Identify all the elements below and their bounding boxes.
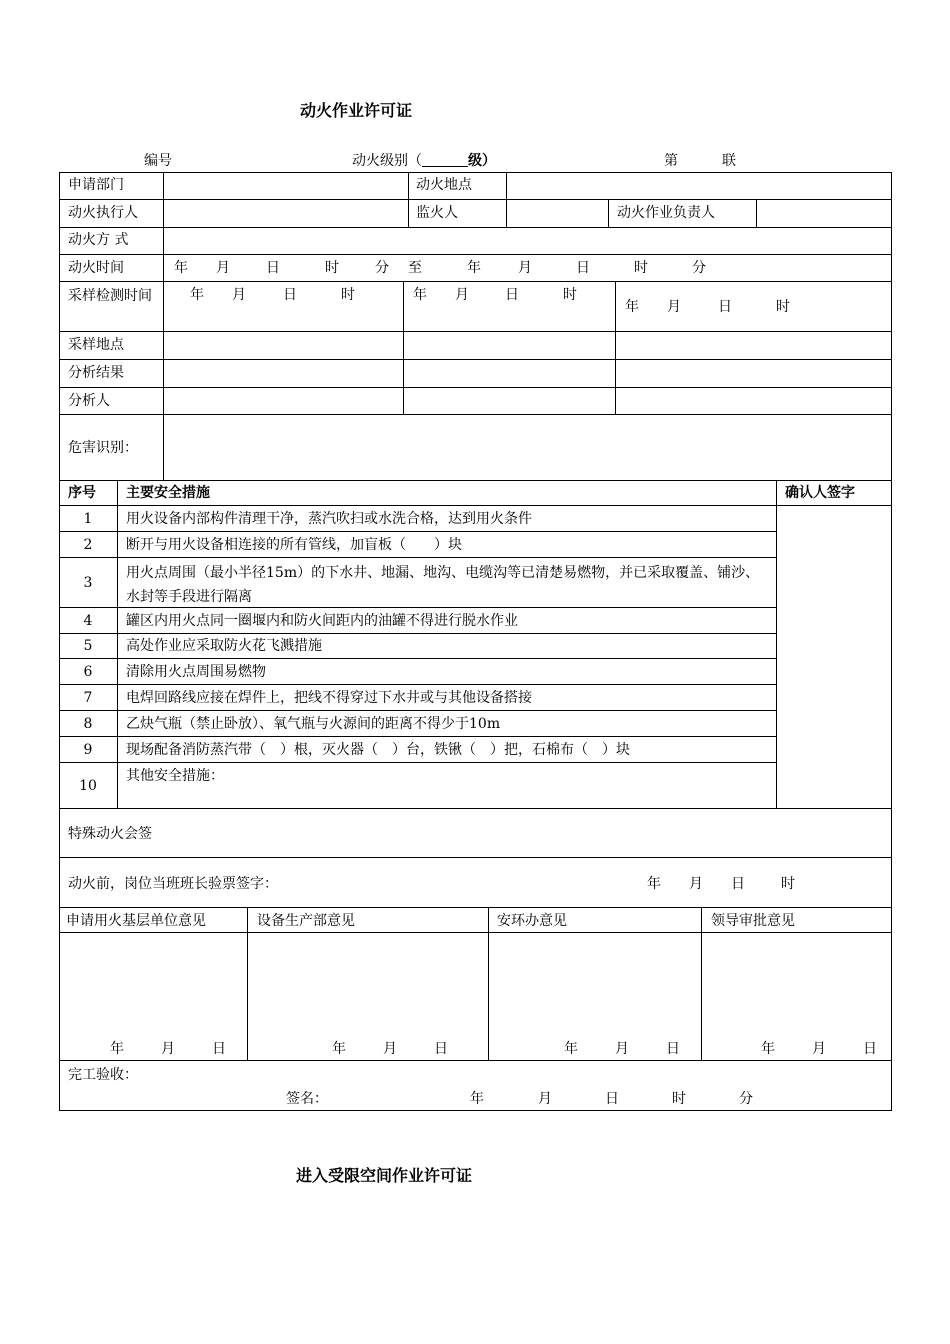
completion-minute: 分 (739, 1091, 753, 1107)
completion-hour: 时 (672, 1091, 686, 1107)
measure-no: 1 (83, 511, 93, 527)
pre-fire-hour: 时 (781, 876, 795, 892)
sample-time-label: 采样检测时间 (68, 288, 152, 304)
sample-month-3: 月 (667, 299, 681, 315)
opinion-day: 日 (434, 1041, 448, 1057)
opinion-day: 日 (212, 1041, 226, 1057)
sample-location-label: 采样地点 (68, 337, 124, 353)
pre-fire-label: 动火前，岗位当班班长验票签字： (68, 876, 278, 892)
fire-location-label: 动火地点 (416, 177, 472, 193)
opinion-header: 申请用火基层单位意见 (66, 913, 206, 929)
opinion-year: 年 (564, 1041, 578, 1057)
opinion-month: 月 (615, 1041, 629, 1057)
sample-year-2: 年 (413, 287, 427, 303)
completion-label: 完工验收： (68, 1067, 138, 1083)
opinion-month: 月 (383, 1041, 397, 1057)
fire-level-suffix: 级） (468, 153, 496, 169)
fire-level-field (352, 150, 496, 170)
opinion-header: 设备生产部意见 (257, 913, 355, 929)
number-label: 编号 (144, 153, 172, 169)
page-title: 动火作业许可证 (300, 101, 413, 120)
apply-dept-label: 申请部门 (68, 177, 124, 193)
measure-text: 其他安全措施： (126, 768, 224, 784)
measure-no: 3 (83, 575, 93, 591)
measure-text: 清除用火点周围易燃物 (126, 664, 266, 680)
copy-label-1: 第 (664, 153, 678, 169)
col-measure-header: 主要安全措施 (126, 485, 210, 501)
sample-hour-2: 时 (563, 287, 577, 303)
time-year: 年 (174, 260, 188, 276)
fire-level-blank[interactable] (422, 152, 468, 167)
next-page-title: 进入受限空间作业许可证 (296, 1166, 473, 1185)
measure-no: 8 (83, 716, 93, 732)
sample-day-2: 日 (505, 287, 519, 303)
sample-year-3: 年 (625, 299, 639, 315)
time-minute: 分 (375, 260, 389, 276)
hazard-label: 危害识别： (68, 440, 138, 456)
measure-no: 10 (79, 778, 97, 794)
time-minute-2: 分 (692, 260, 706, 276)
special-sign-label: 特殊动火会签 (68, 826, 152, 842)
method-label: 动火方 式 (68, 232, 129, 248)
time-hour: 时 (325, 260, 339, 276)
measure-text: 高处作业应采取防火花飞溅措施 (126, 638, 322, 654)
time-hour-2: 时 (634, 260, 648, 276)
measure-no: 9 (83, 742, 93, 758)
measure-text: 罐区内用火点同一圈堰内和防火间距内的油罐不得进行脱水作业 (126, 613, 518, 629)
time-to: 至 (408, 260, 422, 276)
executor-label: 动火执行人 (68, 205, 138, 221)
sample-hour-1: 时 (341, 287, 355, 303)
fire-level-label: 动火级别（ (352, 153, 422, 169)
measure-text: 用火点周围（最小半径15m）的下水井、地漏、地沟、电缆沟等已清楚易燃物，并已采取覆盖、铺沙、水封等手段进行隔离 (126, 565, 760, 605)
sample-hour-3: 时 (776, 299, 790, 315)
measure-no: 6 (83, 664, 93, 680)
opinion-month: 月 (812, 1041, 826, 1057)
measure-text: 电焊回路线应接在焊件上，把线不得穿过下水井或与其他设备搭接 (126, 690, 532, 706)
opinion-month: 月 (161, 1041, 175, 1057)
opinion-year: 年 (761, 1041, 775, 1057)
sample-day-3: 日 (718, 299, 732, 315)
copy-label-2: 联 (722, 153, 736, 169)
measure-text: 断开与用火设备相连接的所有管线，加盲板（ ）块 (126, 537, 462, 553)
measure-text: 用火设备内部构件清理干净，蒸汽吹扫或水洗合格，达到用火条件 (126, 511, 532, 527)
time-month: 月 (216, 260, 230, 276)
sample-month-2: 月 (455, 287, 469, 303)
completion-year: 年 (470, 1091, 484, 1107)
measure-text: 现场配备消防蒸汽带（ ）根，灭火器（ ）台，铁锹（ ）把，石棉布（ ）块 (126, 742, 630, 758)
completion-month: 月 (538, 1091, 552, 1107)
sample-year-1: 年 (190, 287, 204, 303)
opinion-day: 日 (863, 1041, 877, 1057)
measure-no: 4 (83, 613, 93, 629)
opinion-header: 领导审批意见 (711, 913, 795, 929)
completion-day: 日 (605, 1091, 619, 1107)
time-month-2: 月 (518, 260, 532, 276)
sample-day-1: 日 (283, 287, 297, 303)
measure-no: 7 (83, 690, 93, 706)
measure-no: 5 (83, 638, 93, 654)
time-day: 日 (266, 260, 280, 276)
sample-month-1: 月 (232, 287, 246, 303)
pre-fire-month: 月 (689, 876, 703, 892)
opinion-header: 安环办意见 (497, 913, 567, 929)
pre-fire-year: 年 (647, 876, 661, 892)
fire-time-label: 动火时间 (68, 260, 124, 276)
completion-sign-label: 签名： (286, 1091, 328, 1107)
opinion-year: 年 (110, 1041, 124, 1057)
col-no-header: 序号 (68, 485, 96, 501)
supervisor-label: 监火人 (416, 205, 458, 221)
measure-text: 乙炔气瓶（禁止卧放）、氧气瓶与火源间的距离不得少于10m (126, 716, 501, 732)
analysis-result-label: 分析结果 (68, 365, 124, 381)
opinion-day: 日 (666, 1041, 680, 1057)
responsible-label: 动火作业负责人 (617, 205, 715, 221)
measure-no: 2 (83, 537, 93, 553)
pre-fire-day: 日 (731, 876, 745, 892)
time-year-2: 年 (467, 260, 481, 276)
time-day-2: 日 (576, 260, 590, 276)
col-sign-header: 确认人签字 (785, 485, 855, 501)
analyst-label: 分析人 (68, 393, 110, 409)
opinion-year: 年 (332, 1041, 346, 1057)
